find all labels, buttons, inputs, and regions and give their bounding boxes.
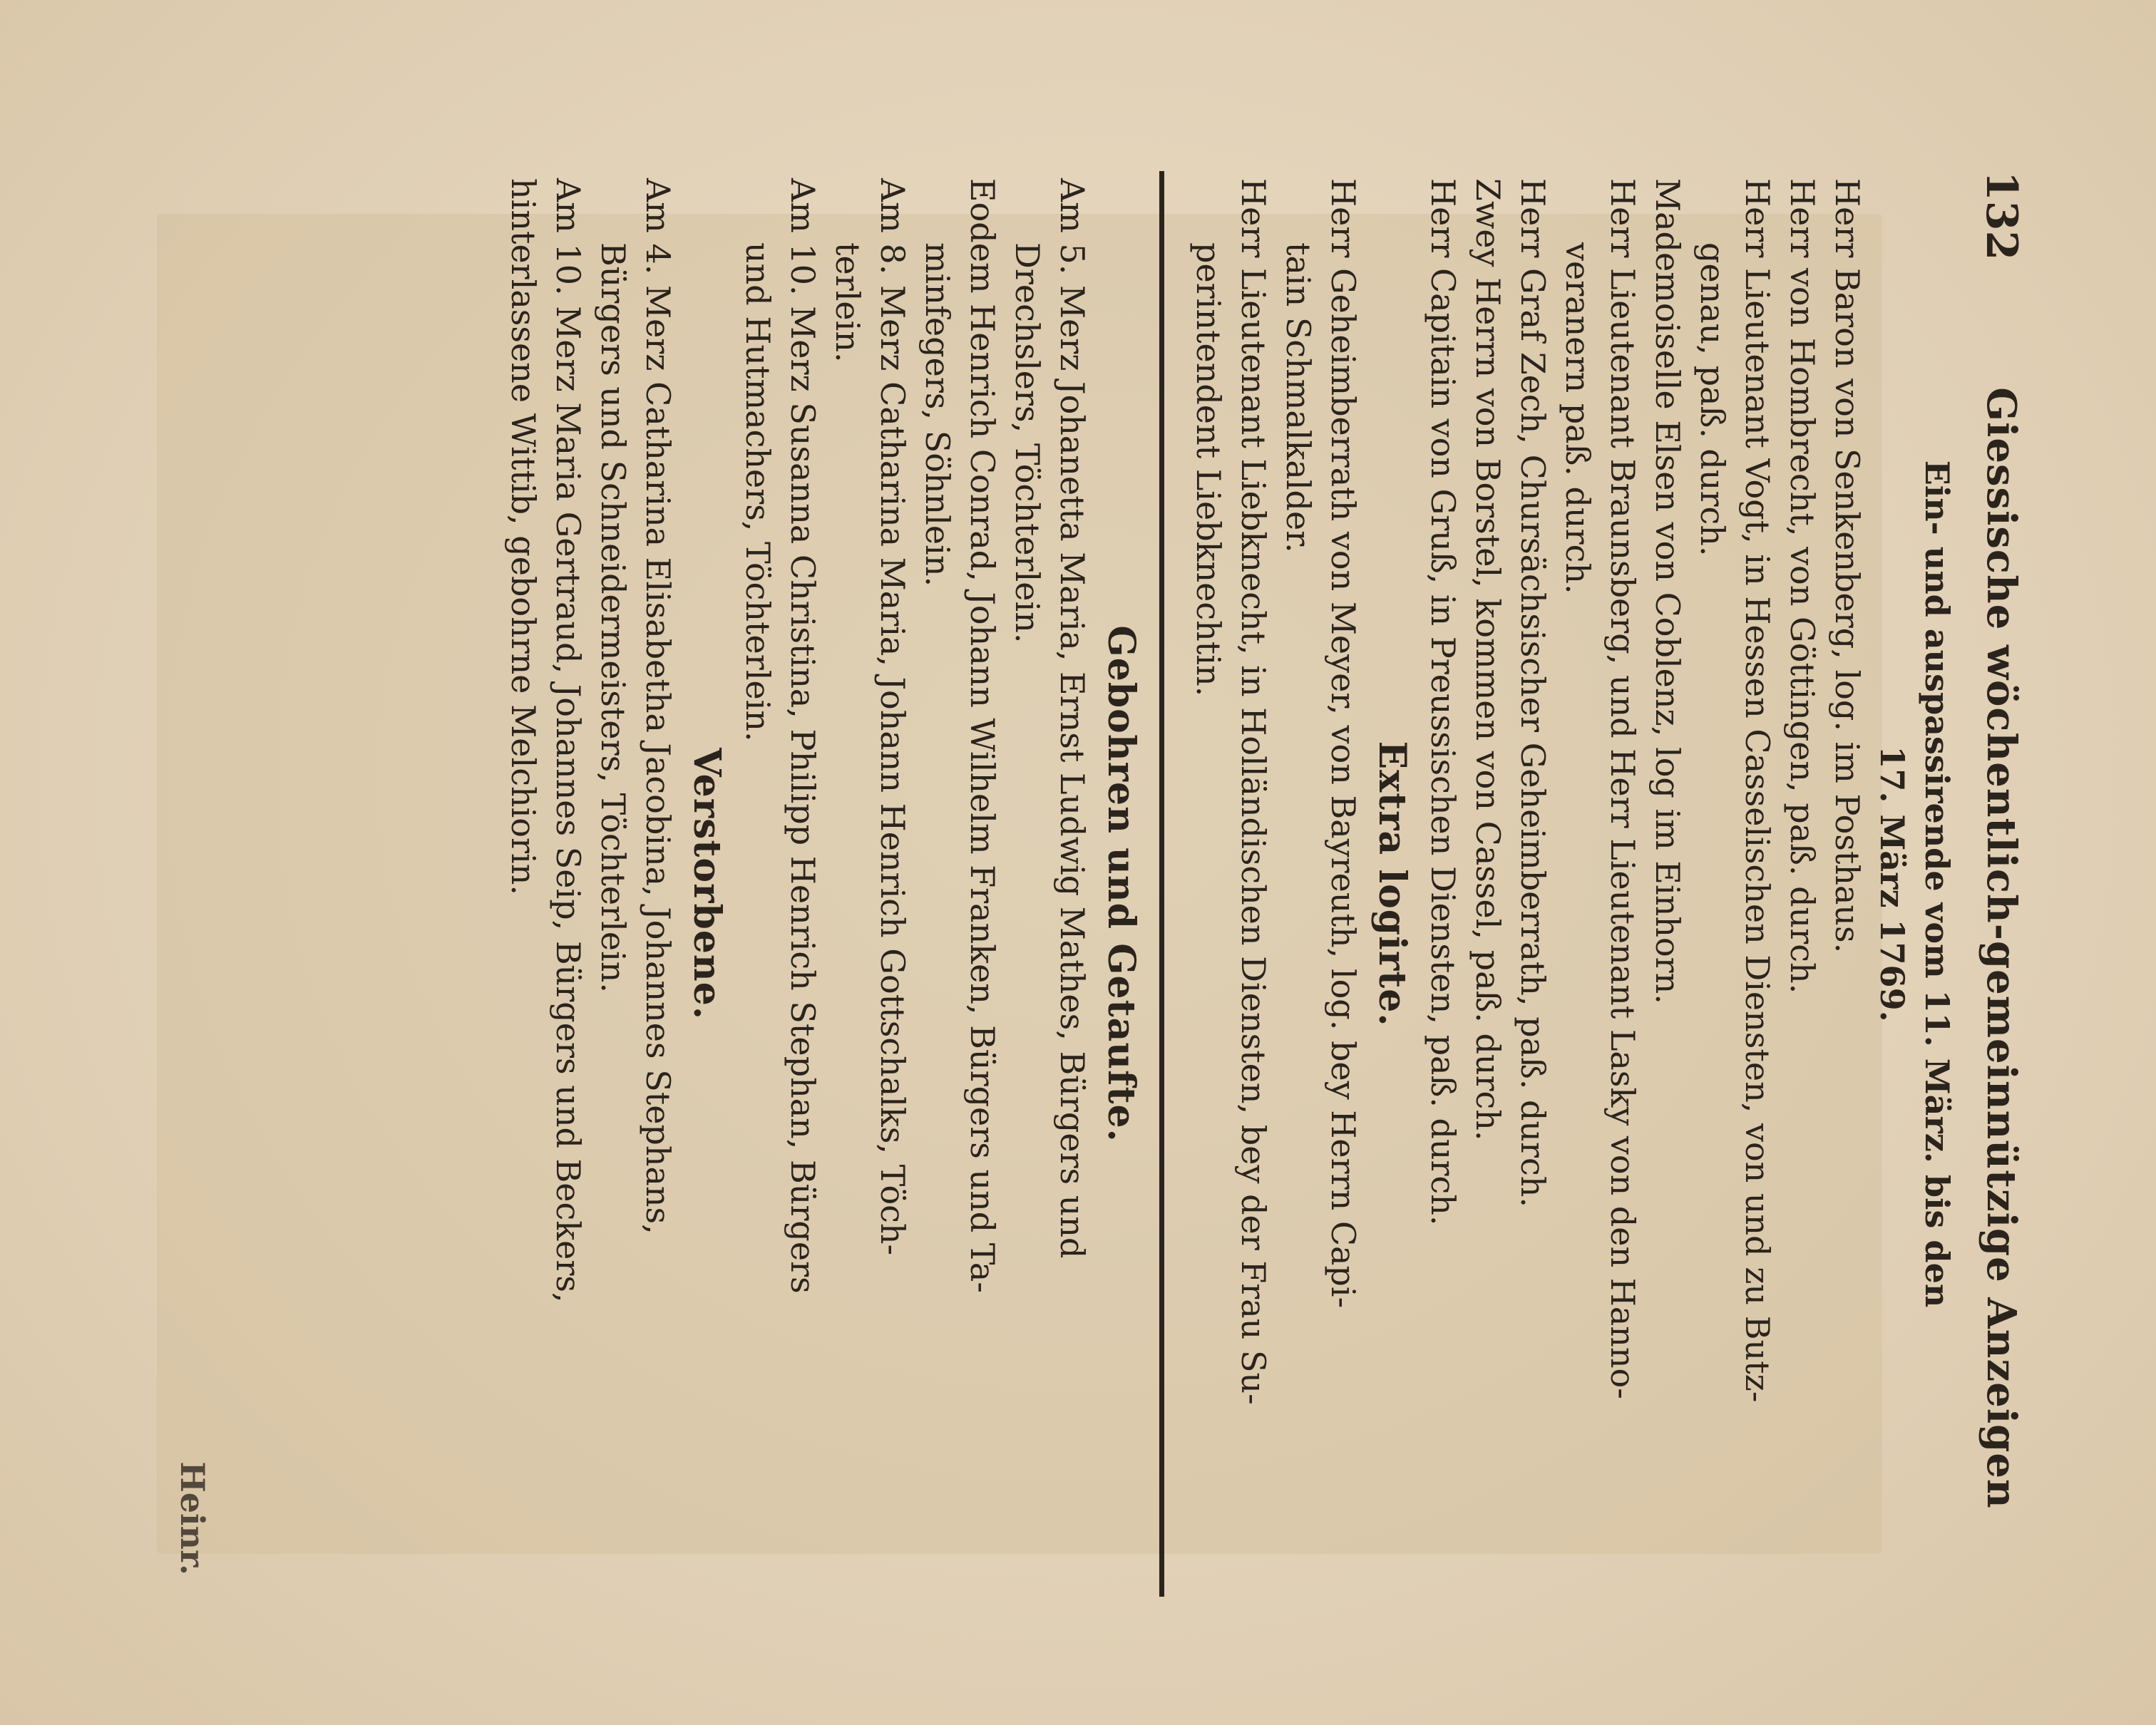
death-line: Bürgers und Schneidermeisters, Töchterlein. xyxy=(594,242,632,994)
rotated-page xyxy=(155,171,2026,1597)
arrival-line: Herr Lieutenant Vogt, in Hessen Casselischen Diensten, von und zu Butz- xyxy=(1738,178,1777,1403)
arrival-line: Herr von Hombrecht, von Göttingen, paß. durch. xyxy=(1783,178,1822,994)
arrival-line: Zwey Herrn von Borstel, kommen von Cassel, paß. durch. xyxy=(1469,178,1507,1141)
running-title: Giessische wöchentlich-gemeinnützige Anzeigen xyxy=(1978,387,2025,1509)
extra-list xyxy=(1186,171,1365,1597)
birth-line: Drechslers, Töchterlein. xyxy=(1008,242,1047,644)
death-line: Am 4. Merz Catharina Elisabetha Jacobina, Johannes Stephans, xyxy=(639,178,677,1235)
arrival-line: veranern paß. durch. xyxy=(1559,242,1597,594)
arrival-line: Mademoiselle Elsen von Coblenz, log im Einhorn. xyxy=(1648,178,1687,1004)
arrivals-heading: Ein- und auspassirende vom 11. März. bis den xyxy=(1918,460,1956,1308)
arrival-line: genau, paß. durch. xyxy=(1693,242,1732,557)
arrival-line: Herr Graf Zech, Chursächsischer Geheimberrath, paß. durch. xyxy=(1514,178,1552,1208)
death-line: Am 10. Merz Maria Gertraud, Johannes Seip, Bürgers und Beckers, xyxy=(549,178,587,1303)
deaths-heading: Verstorbene. xyxy=(685,748,729,1020)
birth-line: minfegers, Söhnlein. xyxy=(918,242,957,587)
births-list xyxy=(735,171,1094,1597)
arrival-line: Herr Capitain von Gruß, in Preussischen Diensten, paß. durch. xyxy=(1424,178,1462,1226)
arrivals-list xyxy=(1420,171,1869,1597)
births-heading: Gebohren und Getaufte. xyxy=(1099,625,1143,1143)
death-line: hinterlassene Wittib, gebohrne Melchiorin. xyxy=(504,178,543,895)
extra-line: tain Schmalkalder. xyxy=(1279,242,1318,553)
extra-heading: Extra logirte. xyxy=(1370,741,1414,1027)
birth-line: Eodem Henrich Conrad, Johann Wilhelm Franken, Bürgers und Ta- xyxy=(963,178,1002,1293)
birth-line: terlein. xyxy=(828,242,867,363)
catchword: Heinr. xyxy=(173,1461,212,1575)
extra-line: Herr Lieutenant Liebknecht, in Holländischen Diensten, bey der Frau Su- xyxy=(1234,178,1273,1405)
section-divider xyxy=(1159,171,1164,1597)
extra-line: perintendent Liebknechtin. xyxy=(1189,242,1228,697)
page-number: 132 xyxy=(1976,171,2026,261)
birth-line: Am 8. Merz Catharina Maria, Johann Henrich Gottschalks, Töch- xyxy=(873,178,912,1256)
page-header xyxy=(1959,171,2026,1597)
birth-line: Am 10. Merz Susanna Christina, Philipp Henrich Stephan, Bürgers xyxy=(784,178,822,1294)
arrival-line: Herr Baron von Senkenberg, log. im Posthaus. xyxy=(1828,178,1867,954)
extra-line: Herr Geheimberrath von Meyer, von Bayreuth, log. bey Herrn Capi- xyxy=(1324,178,1362,1309)
deaths-list xyxy=(500,171,680,1597)
arrival-line: Herr Lieutenant Braunsberg, und Herr Lieutenant Lasky von den Hanno- xyxy=(1603,178,1642,1399)
arrivals-date: 17. März 1769. xyxy=(1873,746,1911,1022)
birth-line: Am 5. Merz Johanetta Maria, Ernst Ludwig Mathes, Bürgers und xyxy=(1053,178,1092,1259)
birth-line: und Hutmachers, Töchterlein. xyxy=(739,242,777,742)
